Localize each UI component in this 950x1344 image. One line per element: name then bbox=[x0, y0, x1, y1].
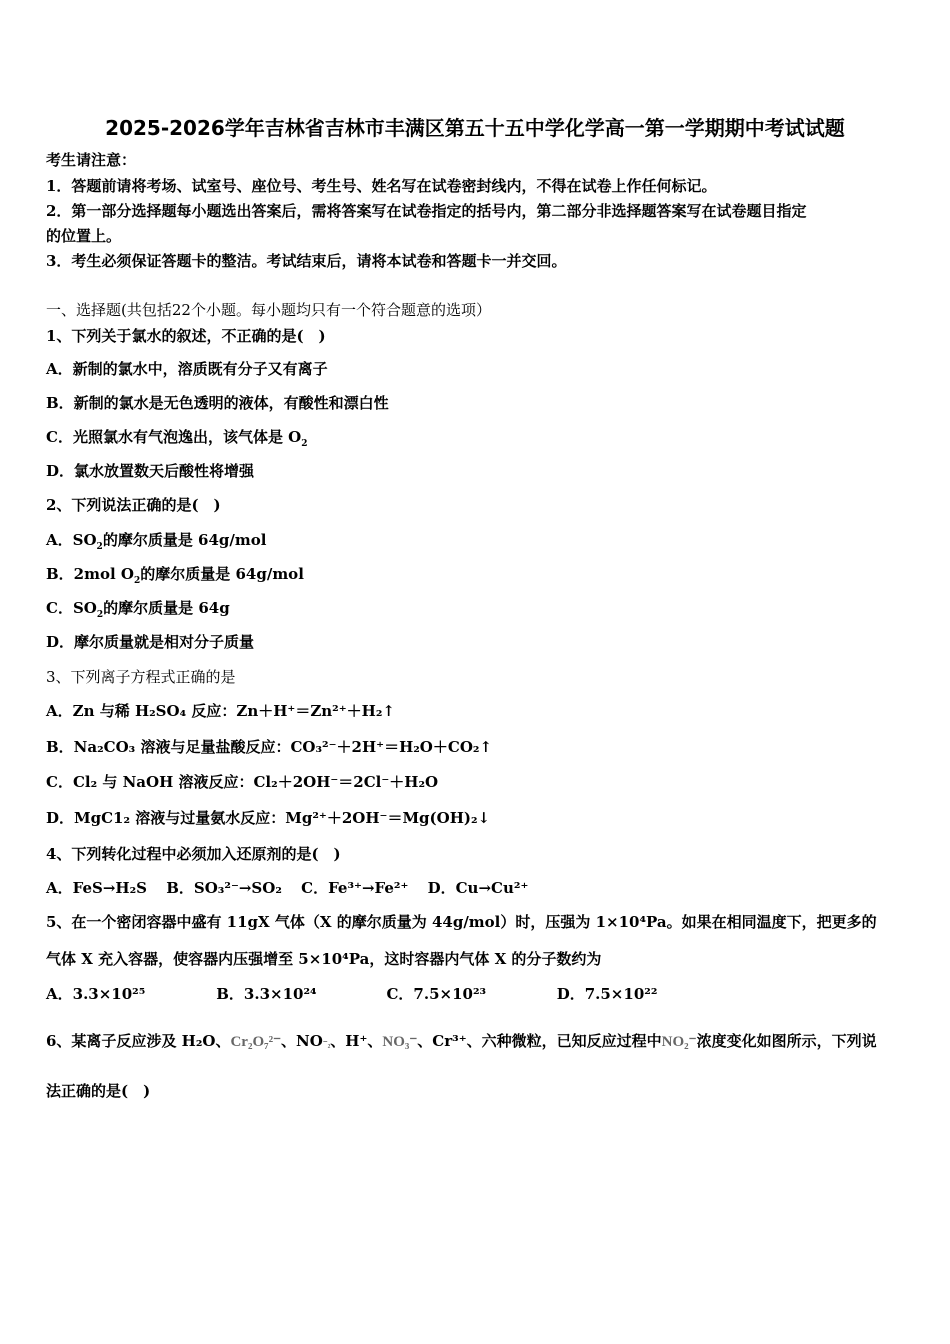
q5-option-d: D．7.5×10²² bbox=[556, 985, 658, 1003]
q1-option-c-sub: 2 bbox=[301, 439, 308, 449]
q6-ion-nitrite: NO₂⁻ bbox=[661, 1034, 697, 1050]
q2-c-1: C．SO bbox=[46, 599, 97, 617]
q6-stem-line2: 法正确的是( ) bbox=[46, 1082, 151, 1100]
q2-option-c bbox=[46, 598, 230, 618]
notice-heading: 考生请注意： bbox=[46, 151, 137, 169]
q1-option-d: D．氯水放置数天后酸性将增强 bbox=[46, 462, 255, 480]
notice-item-1: 1．答题前请将考场、试室号、座位号、考生号、姓名写在试卷密封线内，不得在试卷上作任何标记。 bbox=[46, 177, 717, 195]
q6-ion-dichromate: Cr₂O₇²⁻ bbox=[230, 1034, 282, 1050]
q2-option-d: D．摩尔质量就是相对分子质量 bbox=[46, 633, 255, 651]
q1-option-c-text: C．光照氯水有气泡逸出，该气体是 O bbox=[46, 428, 302, 446]
q6-mid1: 、NO bbox=[281, 1032, 323, 1050]
q2-option-a bbox=[46, 530, 266, 550]
q4-option-d: D．Cu→Cu²⁺ bbox=[427, 879, 529, 897]
q4-stem: 4、下列转化过程中必须加入还原剂的是( ) bbox=[46, 845, 341, 863]
q5-option-c: C．7.5×10²³ bbox=[386, 985, 487, 1003]
q1-option-a: A．新制的氯水中，溶质既有分子又有离子 bbox=[46, 360, 328, 378]
q2-stem: 2、下列说法正确的是( ) bbox=[46, 496, 221, 514]
q2-b-2: 的摩尔质量是 64g/mol bbox=[140, 565, 304, 583]
q6-no-charge: ⁻₂ bbox=[322, 1038, 331, 1048]
q6-ion-nitrate: NO₃⁻ bbox=[382, 1034, 418, 1050]
q4-option-c: C．Fe³⁺→Fe²⁺ bbox=[301, 879, 409, 897]
q3-option-c: C．Cl₂ 与 NaOH 溶液反应：Cl₂＋2OH⁻＝2Cl⁻＋H₂O bbox=[46, 773, 439, 791]
q2-b-1: B．2mol O bbox=[46, 565, 134, 583]
exam-title: 2025-2026学年吉林省吉林市丰满区第五十五中学化学高一第一学期期中考试试题 bbox=[105, 116, 845, 140]
q2-b-sub: 2 bbox=[133, 576, 141, 586]
q5-option-a: A．3.3×10²⁵ bbox=[46, 985, 146, 1003]
q3-option-b: B．Na₂CO₃ 溶液与足量盐酸反应：CO₃²⁻＋2H⁺＝H₂O＋CO₂↑ bbox=[46, 738, 493, 756]
q2-option-b bbox=[46, 564, 304, 584]
q6-stem-line1 bbox=[46, 1031, 877, 1053]
q2-c-sub: 2 bbox=[96, 610, 104, 620]
q4-options bbox=[46, 878, 528, 898]
q1-option-b: B．新制的氯水是无色透明的液体，有酸性和漂白性 bbox=[46, 394, 389, 412]
q5-stem-line2: 气体 X 充入容器，使容器内压强增至 5×10⁴Pa，这时容器内气体 X 的分子数约为 bbox=[46, 950, 602, 968]
q5-options bbox=[46, 984, 657, 1004]
q6-mid3: 、Cr³⁺、六种微粒，已知反应过程中 bbox=[417, 1032, 662, 1050]
q6-mid2: 、H⁺、 bbox=[330, 1032, 383, 1050]
q2-c-2: 的摩尔质量是 64g bbox=[103, 599, 230, 617]
q5-option-b: B．3.3×10²⁴ bbox=[216, 985, 317, 1003]
q3-option-d: D．MgC1₂ 溶液与过量氨水反应：Mg²⁺＋2OH⁻＝Mg(OH)₂↓ bbox=[46, 809, 491, 827]
q4-option-a: A．FeS→H₂S bbox=[46, 879, 147, 897]
q2-a-sub: 2 bbox=[96, 542, 103, 552]
q4-option-b: B．SO₃²⁻→SO₂ bbox=[166, 879, 282, 897]
q2-a-1: A．SO bbox=[46, 531, 97, 549]
notice-item-3: 3．考生必须保证答题卡的整洁。考试结束后，请将本试卷和答题卡一并交回。 bbox=[46, 252, 567, 270]
q3-option-a: A．Zn 与稀 H₂SO₄ 反应：Zn＋H⁺＝Zn²⁺＋H₂↑ bbox=[46, 702, 395, 720]
section-heading: 一、选择题(共包括22个小题。每小题均只有一个符合题意的选项） bbox=[46, 301, 491, 319]
q6-post: 浓度变化如图所示，下列说 bbox=[696, 1032, 877, 1050]
q3-stem: 3、下列离子方程式正确的是 bbox=[46, 668, 236, 686]
notice-item-2: 2．第一部分选择题每小题选出答案后，需将答案写在试卷指定的括号内，第二部分非选择题答案写在试卷题目指定 bbox=[46, 202, 807, 220]
q1-stem: 1、下列关于氯水的叙述，不正确的是( ) bbox=[46, 327, 326, 345]
q1-option-c bbox=[46, 427, 308, 447]
q2-a-2: 的摩尔质量是 64g/mol bbox=[102, 531, 267, 549]
q6-pre: 6、某离子反应涉及 H₂O、 bbox=[46, 1032, 231, 1050]
q5-stem-line1: 5、在一个密闭容器中盛有 11gX 气体（X 的摩尔质量为 44g/mol）时，压强为 1×10⁴Pa。如果在相同温度下，把更多的 bbox=[46, 913, 877, 931]
notice-item-2-cont: 的位置上。 bbox=[46, 227, 122, 245]
